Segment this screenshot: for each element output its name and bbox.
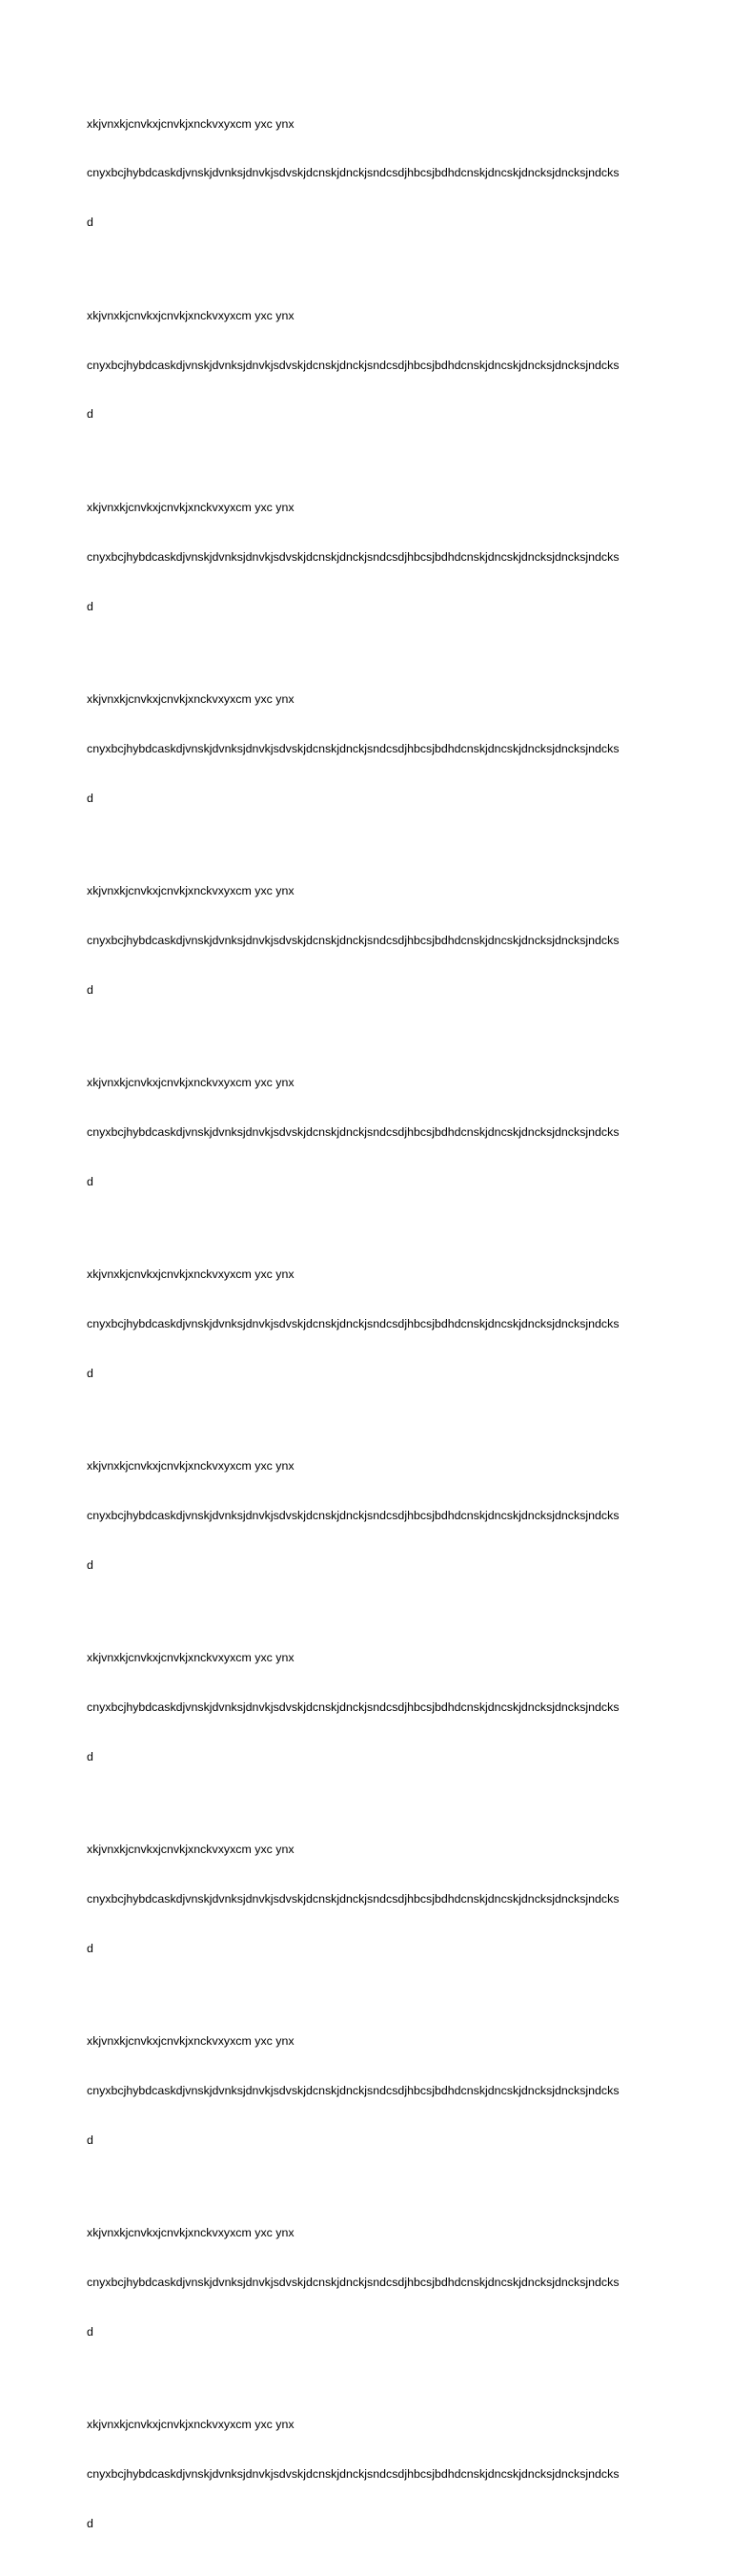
paragraph-line: cnyxbcjhybdcaskdjvnskjdvnksjdnvkjsdvskjdcnskjdnckjsndcsdjhbcsjbdhdcnskjdncskjdncksjdncksjndcks — [87, 1508, 620, 1522]
paragraph-line: xkjvnxkjcnvkxjcnvkjxnckvxyxcm yxc ynx — [87, 1651, 295, 1665]
paragraph-line: xkjvnxkjcnvkxjcnvkjxnckvxyxcm yxc ynx — [87, 1267, 295, 1281]
paragraph — [87, 2193, 649, 2374]
paragraph-line: cnyxbcjhybdcaskdjvnskjdvnksjdnvkjsdvskjdcnskjdnckjsndcsdjhbcsjbdhdcnskjdncskjdncksjdncksjndcks — [87, 2467, 620, 2482]
paragraph — [87, 2384, 649, 2566]
paragraph — [87, 1618, 649, 1799]
paragraph-line: cnyxbcjhybdcaskdjvnskjdvnksjdnvkjsdvskjdcnskjdnckjsndcsdjhbcsjbdhdcnskjdncskjdncksjdncksjndcks — [87, 166, 620, 180]
paragraph — [87, 1041, 649, 1223]
paragraph-line: d — [87, 1749, 93, 1763]
paragraph-line: d — [87, 2325, 93, 2339]
paragraph-line: cnyxbcjhybdcaskdjvnskjdvnksjdnvkjsdvskjdcnskjdnckjsndcsdjhbcsjbdhdcnskjdncskjdncksjdncksjndcks — [87, 549, 620, 564]
paragraph-line: xkjvnxkjcnvkxjcnvkjxnckvxyxcm yxc ynx — [87, 1459, 295, 1473]
paragraph-line: xkjvnxkjcnvkxjcnvkjxnckvxyxcm yxc ynx — [87, 2226, 295, 2240]
paragraph-line: cnyxbcjhybdcaskdjvnskjdvnksjdnvkjsdvskjdcnskjdnckjsndcsdjhbcsjbdhdcnskjdncskjdncksjdncksjndcks — [87, 358, 620, 372]
paragraph-line: d — [87, 2517, 93, 2531]
paragraph-line: xkjvnxkjcnvkxjcnvkjxnckvxyxcm yxc ynx — [87, 883, 295, 897]
paragraph-line: d — [87, 1174, 93, 1188]
paragraph — [87, 83, 649, 264]
paragraph — [87, 1809, 649, 1990]
paragraph-line: d — [87, 791, 93, 805]
paragraph-line: cnyxbcjhybdcaskdjvnskjdvnksjdnvkjsdvskjdcnskjdnckjsndcsdjhbcsjbdhdcnskjdncskjdncksjdncksjndcks — [87, 741, 620, 755]
paragraph-line: xkjvnxkjcnvkxjcnvkjxnckvxyxcm yxc ynx — [87, 1075, 295, 1089]
paragraph-line: xkjvnxkjcnvkxjcnvkjxnckvxyxcm yxc ynx — [87, 691, 295, 706]
paragraph-line: cnyxbcjhybdcaskdjvnskjdvnksjdnvkjsdvskjdcnskjdnckjsndcsdjhbcsjbdhdcnskjdncskjdncksjdncksjndcks — [87, 1700, 620, 1714]
paragraph-line: d — [87, 407, 93, 422]
paragraph-line: cnyxbcjhybdcaskdjvnskjdvnksjdnvkjsdvskjdcnskjdnckjsndcsdjhbcsjbdhdcnskjdncskjdncksjdncksjndcks — [87, 1316, 620, 1330]
paragraph — [87, 658, 649, 839]
paragraph-line: xkjvnxkjcnvkxjcnvkjxnckvxyxcm yxc ynx — [87, 2418, 295, 2432]
paragraph-line: xkjvnxkjcnvkxjcnvkjxnckvxyxcm yxc ynx — [87, 2034, 295, 2049]
paragraph — [87, 275, 649, 456]
paragraph-line: d — [87, 1366, 93, 1380]
paragraph-line: d — [87, 982, 93, 997]
document-body — [87, 83, 649, 2576]
paragraph-line: d — [87, 2133, 93, 2147]
paragraph-line: d — [87, 1941, 93, 1955]
paragraph-line: cnyxbcjhybdcaskdjvnskjdvnksjdnvkjsdvskjdcnskjdnckjsndcsdjhbcsjbdhdcnskjdncskjdncksjdncksjndcks — [87, 1892, 620, 1906]
paragraph-line: xkjvnxkjcnvkxjcnvkjxnckvxyxcm yxc ynx — [87, 1843, 295, 1857]
paragraph-line: xkjvnxkjcnvkxjcnvkjxnckvxyxcm yxc ynx — [87, 500, 295, 514]
paragraph-line: xkjvnxkjcnvkxjcnvkjxnckvxyxcm yxc ynx — [87, 116, 295, 131]
paragraph — [87, 1233, 649, 1414]
paragraph — [87, 2001, 649, 2182]
paragraph — [87, 1425, 649, 1606]
paragraph — [87, 466, 649, 648]
paragraph-line: cnyxbcjhybdcaskdjvnskjdvnksjdnvkjsdvskjdcnskjdnckjsndcsdjhbcsjbdhdcnskjdncskjdncksjdncksjndcks — [87, 933, 620, 947]
paragraph-line: cnyxbcjhybdcaskdjvnskjdvnksjdnvkjsdvskjdcnskjdnckjsndcsdjhbcsjbdhdcnskjdncskjdncksjdncksjndcks — [87, 2276, 620, 2290]
paragraph-line: d — [87, 216, 93, 230]
paragraph-line: d — [87, 1557, 93, 1572]
paragraph-line: cnyxbcjhybdcaskdjvnskjdvnksjdnvkjsdvskjdcnskjdnckjsndcsdjhbcsjbdhdcnskjdncskjdncksjdncksjndcks — [87, 2084, 620, 2098]
paragraph-line: cnyxbcjhybdcaskdjvnskjdvnksjdnvkjsdvskjdcnskjdnckjsndcsdjhbcsjbdhdcnskjdncskjdncksjdncksjndcks — [87, 1124, 620, 1139]
paragraph-line: xkjvnxkjcnvkxjcnvkjxnckvxyxcm yxc ynx — [87, 308, 295, 322]
paragraph — [87, 850, 649, 1031]
paragraph-line: d — [87, 599, 93, 613]
